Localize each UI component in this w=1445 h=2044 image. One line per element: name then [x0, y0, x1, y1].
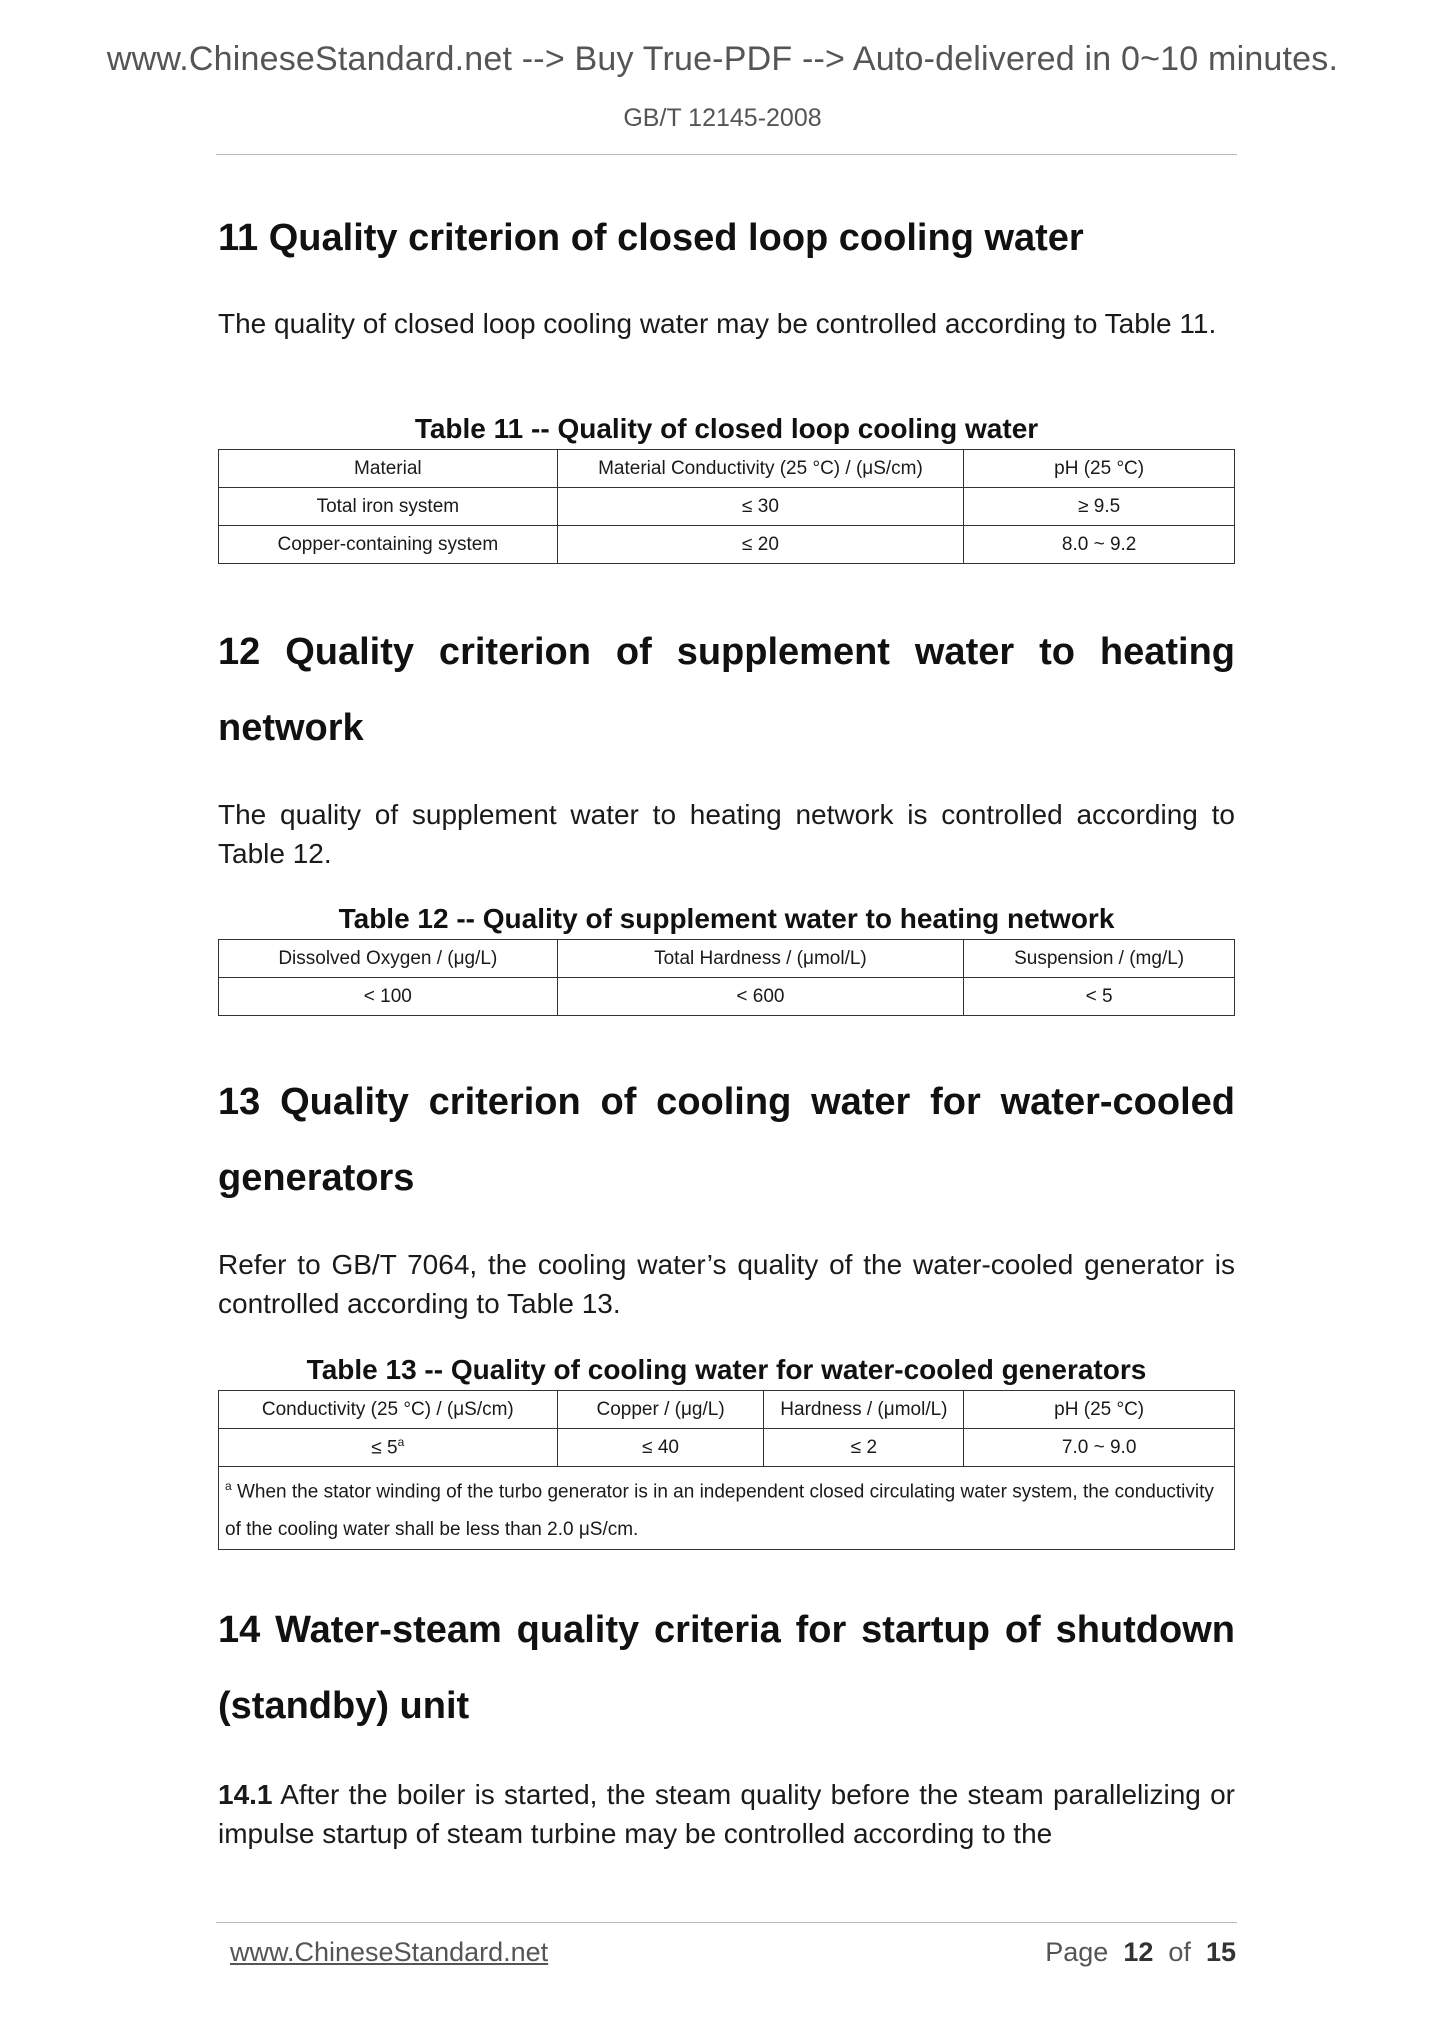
table-13-caption: Table 13 -- Quality of cooling water for water-cooled generators	[306, 1354, 1147, 1385]
table-row	[219, 488, 1235, 526]
section-11-title: 11 Quality criterion of closed loop cooling water	[218, 217, 1084, 259]
table-row	[219, 978, 1235, 1016]
section-13-paragraph: Refer to GB/T 7064, the cooling water’s quality of the water-cooled generator is controlled according to Table 13.	[218, 1249, 1235, 1319]
header-divider	[216, 154, 1237, 155]
page-total: 15	[1205, 1937, 1236, 1967]
table-13	[218, 1390, 1235, 1550]
table-cell: ≤ 40	[557, 1429, 764, 1467]
footer-website-link[interactable]: www.ChineseStandard.net	[230, 1937, 549, 1967]
table-cell: Copper-containing system	[219, 526, 558, 564]
table-12-caption: Table 12 -- Quality of supplement water to heating network	[338, 903, 1115, 934]
table-row	[219, 526, 1235, 564]
table-cell: 8.0 ~ 9.2	[964, 526, 1235, 564]
header-cell: Material	[219, 450, 558, 488]
table-11-caption: Table 11 -- Quality of closed loop cooling water	[414, 413, 1039, 444]
header-cell: Hardness / (μmol/L)	[764, 1391, 964, 1429]
header-cell: pH (25 °C)	[964, 450, 1235, 488]
page-indicator: Page 12 of 15	[1045, 1937, 1236, 1967]
header-cell: Copper / (μg/L)	[557, 1391, 764, 1429]
table-header-row	[219, 940, 1235, 978]
header-cell: Suspension / (mg/L)	[964, 940, 1235, 978]
standard-code: GB/T 12145-2008	[623, 104, 822, 132]
table-cell: ≤ $5^a$	[219, 1429, 558, 1467]
table-11	[218, 449, 1235, 564]
footnote-mark: a	[225, 1479, 232, 1493]
header-cell: pH (25 °C)	[964, 1391, 1235, 1429]
header-cell: Conductivity (25 °C) / (μS/cm)	[219, 1391, 558, 1429]
section-12-title-line2: network	[218, 707, 364, 749]
table-header-row	[219, 450, 1235, 488]
table-12	[218, 939, 1235, 1016]
footer-divider	[216, 1922, 1237, 1923]
footnote-mark: a	[397, 1435, 405, 1450]
table-cell: 7.0 ~ 9.0	[964, 1429, 1235, 1467]
section-14-1-paragraph: 14.1 After the boiler is started, the steam quality before the steam parallelizing or impulse startup of steam turbine may be controlled according to the	[218, 1779, 1236, 1849]
table-note-row	[219, 1467, 1235, 1550]
header-cell: Dissolved Oxygen / (μg/L)	[219, 940, 558, 978]
table-cell: < 5	[964, 978, 1235, 1016]
section-14-title-line1: 14 Water-steam quality criteria for startup of shutdown	[218, 1609, 1235, 1651]
table-cell: ≤ 2	[764, 1429, 964, 1467]
header-cell: Total Hardness / (μmol/L)	[557, 940, 964, 978]
table-cell: ≤ 30	[557, 488, 964, 526]
section-14-title-line2: (standby) unit	[218, 1685, 470, 1727]
table-footnote: $^a$ When the stator winding of the turbo generator is in an independent closed circulating water system, the conductivity of the cooling water shall be less than 2.0 μS/cm.	[219, 1467, 1235, 1550]
table-cell: ≤ 20	[557, 526, 964, 564]
table-cell: ≥ 9.5	[964, 488, 1235, 526]
section-13-title-line2: generators	[218, 1157, 415, 1199]
header-cell: Material Conductivity (25 °C) / (μS/cm)	[557, 450, 964, 488]
table-row	[219, 1429, 1235, 1467]
table-cell: Total iron system	[219, 488, 558, 526]
section-13-title-line1: 13 Quality criterion of cooling water for water-cooled	[218, 1081, 1235, 1123]
clause-number: 14.1	[218, 1779, 273, 1810]
section-12-title-line1: 12 Quality criterion of supplement water to heating	[218, 631, 1235, 673]
banner-text: www.ChineseStandard.net --> Buy True-PDF --> Auto-delivered in 0~10 minutes.	[106, 40, 1339, 78]
section-12-paragraph: The quality of supplement water to heating network is controlled according to Table 12.	[218, 799, 1235, 869]
page-number: 12	[1123, 1937, 1154, 1967]
table-header-row	[219, 1391, 1235, 1429]
section-11-paragraph: The quality of closed loop cooling water may be controlled according to Table 11.	[218, 308, 1217, 339]
table-cell: < 100	[219, 978, 558, 1016]
table-cell: < 600	[557, 978, 964, 1016]
